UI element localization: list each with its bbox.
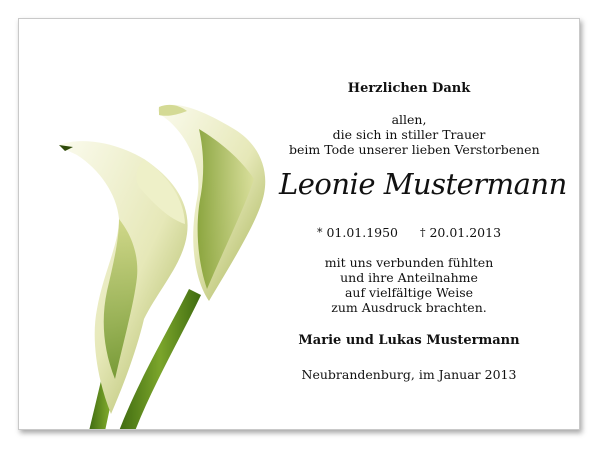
message-line: und ihre Anteilnahme <box>340 270 478 285</box>
intro-line: beim Tode unserer lieben Verstorbenen <box>289 142 540 157</box>
message-line: auf vielfältige Weise <box>344 285 474 300</box>
birth-star-icon: * <box>316 226 323 239</box>
death-cross-icon: † <box>419 226 426 239</box>
intro-line: die sich in stiller Trauer <box>332 127 486 142</box>
message-line: mit uns verbunden fühlten <box>324 255 494 270</box>
place-date: Neubrandenburg, im Januar 2013 <box>301 367 517 382</box>
intro-line: allen, <box>391 112 427 127</box>
birth-date: 01.01.1950 <box>326 225 399 240</box>
signers: Marie und Lukas Mustermann <box>298 333 520 348</box>
card-heading: Herzlichen Dank <box>347 81 471 96</box>
death-date: 20.01.2013 <box>429 225 502 240</box>
calla-lily-flowers-icon <box>19 19 279 430</box>
life-dates <box>289 225 529 240</box>
intro-text <box>289 112 540 157</box>
condolence-card <box>18 18 580 430</box>
message-text <box>289 255 529 315</box>
deceased-name: Leonie Mustermann <box>279 167 567 201</box>
message-line: zum Ausdruck brachten. <box>331 300 487 315</box>
